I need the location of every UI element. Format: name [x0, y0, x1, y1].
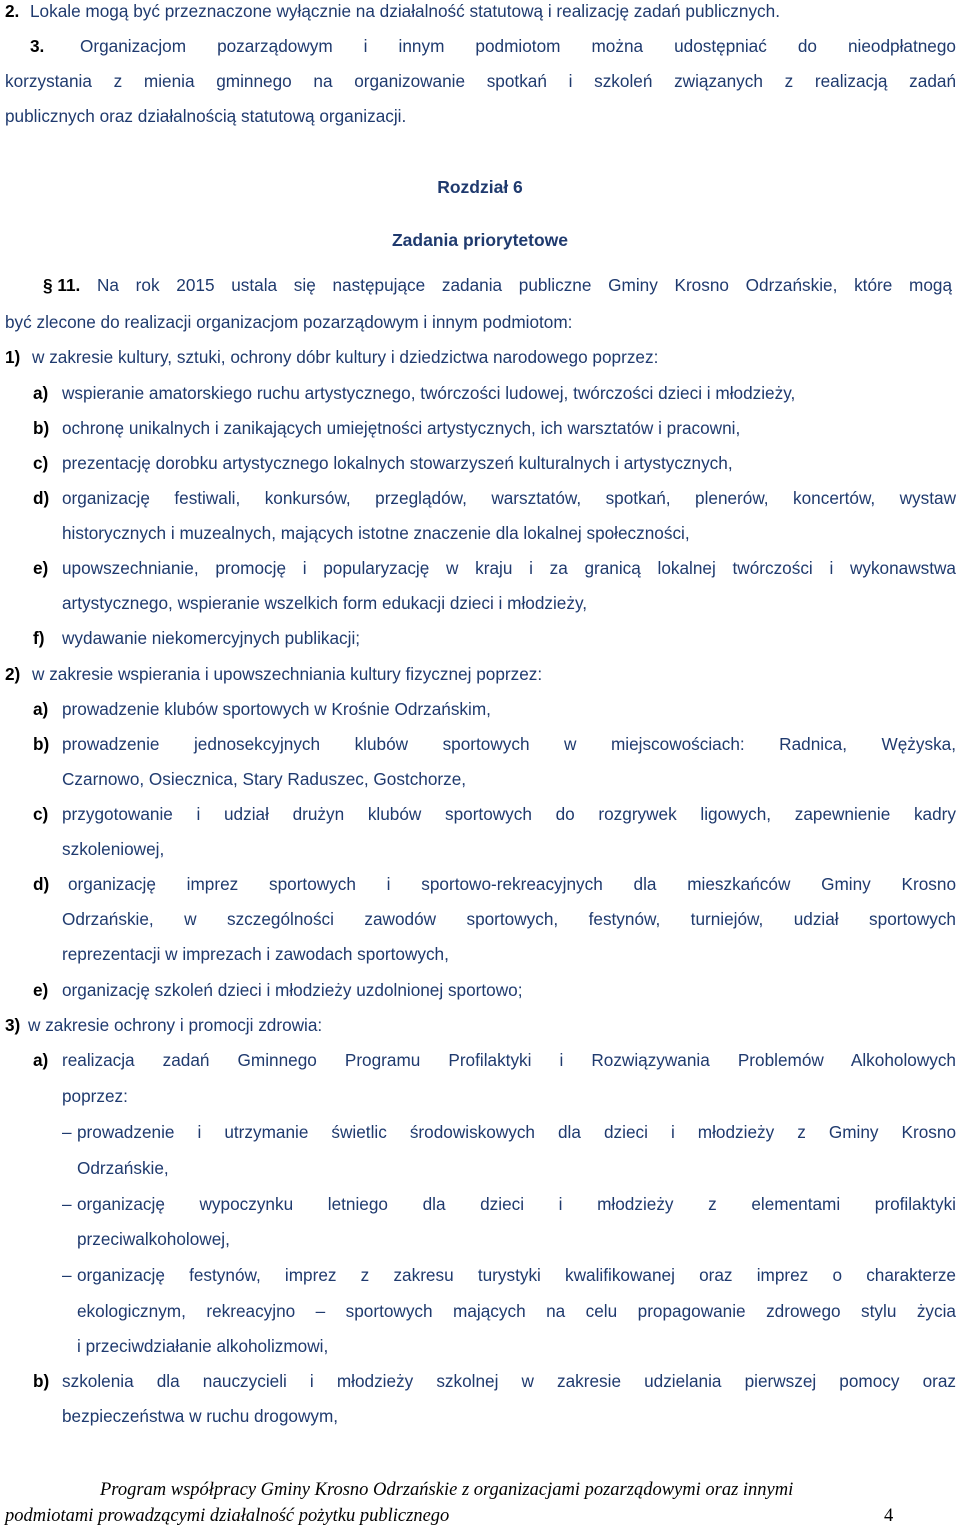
s2-e-label: e): [33, 980, 49, 1000]
s1-d-line-2: historycznych i muzealnych, mających istotne znaczenie dla lokalnej społeczności,: [62, 523, 690, 543]
section-2-number: 2): [5, 664, 21, 684]
s3-b-line-1: szkolenia dla nauczycieli i młodzieży szkolnej w zakresie udzielania pierwszej pomocy oraz: [62, 1371, 956, 1391]
s3-a-label: a): [33, 1050, 49, 1070]
section-2-title: w zakresie wspierania i upowszechniania kultury fizycznej poprzez:: [32, 664, 543, 684]
s1-a-text: wspieranie amatorskiego ruchu artystycznego, twórczości ludowej, twórczości dzieci i młodzieży,: [62, 383, 796, 403]
s1-f-text: wydawanie niekomercyjnych publikacji;: [62, 628, 361, 648]
s2-d-line-1: organizację imprez sportowych i sportowo-rekreacyjnych dla mieszkańców Gminy Krosno: [68, 874, 956, 894]
s2-d-label: d): [33, 874, 50, 894]
s2-d-line-3: reprezentacji w imprezach i zawodach sportowych,: [62, 944, 449, 964]
s1-b-text: ochronę unikalnych i zanikających umiejętności artystycznych, ich warsztatów i pracowni,: [62, 418, 741, 438]
footer-line-1: Program współpracy Gminy Krosno Odrzańskie z organizacjami pozarządowymi oraz innymi: [100, 1480, 794, 1500]
dash-bullet-2: –: [62, 1194, 72, 1214]
s1-c-text: prezentację dorobku artystycznego lokalnych stowarzyszeń kulturalnych i artystycznych,: [62, 453, 733, 473]
s2-d-line-2: Odrzańskie, w szczególności zawodów sportowych, festynów, turniejów, udział sportowych: [62, 909, 956, 929]
section-1-title: w zakresie kultury, sztuki, ochrony dóbr kultury i dziedzictwa narodowego poprzez:: [32, 347, 659, 367]
s2-a-text: prowadzenie klubów sportowych w Krośnie Odrzańskim,: [62, 699, 491, 719]
s3-a-item-2-line-1: organizację wypoczynku letniego dla dzieci i młodzieży z elementami profilaktyki: [77, 1194, 956, 1214]
s1-e-line-2: artystycznego, wspieranie wszelkich form edukacji dzieci i młodzieży,: [62, 593, 588, 613]
s3-b-label: b): [33, 1371, 50, 1391]
chapter-title: Rozdział 6: [437, 177, 523, 197]
s2-c-label: c): [33, 804, 49, 824]
s2-c-line-2: szkoleniowej,: [62, 839, 165, 859]
s2-e-text: organizację szkoleń dzieci i młodzieży uzdolnionej sportowo;: [62, 980, 523, 1000]
item-3-line-1: Organizacjom pozarządowym i innym podmiotom można udostępniać do nieodpłatnego: [80, 36, 956, 56]
paragraph-11-line-1: Na rok 2015 ustala się następujące zadania publiczne Gminy Krosno Odrzańskie, które mogą: [97, 275, 952, 295]
s2-c-line-1: przygotowanie i udział drużyn klubów sportowych do rozgrywek ligowych, zapewnienie kadry: [62, 804, 956, 824]
s3-a-item-1-line-2: Odrzańskie,: [77, 1158, 169, 1178]
s3-a-line-1: realizacja zadań Gminnego Programu Profilaktyki i Rozwiązywania Problemów Alkoholowych: [62, 1050, 956, 1070]
s1-b-label: b): [33, 418, 50, 438]
s3-a-item-3-line-1: organizację festynów, imprez z zakresu turystyki kwalifikowanej oraz imprez o charakterze: [77, 1265, 956, 1285]
item-2-number: 2.: [5, 1, 20, 21]
s3-a-item-3-line-3: i przeciwdziałanie alkoholizmowi,: [77, 1336, 329, 1356]
s1-c-label: c): [33, 453, 49, 473]
section-1-number: 1): [5, 347, 21, 367]
s3-a-line-2: poprzez:: [62, 1086, 128, 1106]
item-3-line-3: publicznych oraz działalnością statutową organizacji.: [5, 106, 407, 126]
paragraph-sign: § 11.: [43, 275, 81, 295]
s3-a-item-2-line-2: przeciwalkoholowej,: [77, 1229, 230, 1249]
s1-d-label: d): [33, 488, 50, 508]
s2-b-line-1: prowadzenie jednosekcyjnych klubów sportowych w miejscowościach: Radnica, Wężyska,: [62, 734, 956, 754]
s3-a-item-1-line-1: prowadzenie i utrzymanie świetlic środowiskowych dla dzieci i młodzieży z Gminy Krosno: [77, 1122, 956, 1142]
item-3-line-2: korzystania z mienia gminnego na organizowanie spotkań i szkoleń związanych z realizacją zadań: [5, 71, 956, 91]
s1-e-line-1: upowszechnianie, promocję i popularyzację w kraju i za granicą lokalnej twórczości i wykonawstwa: [62, 558, 956, 578]
section-3-number: 3): [5, 1015, 21, 1035]
s1-d-line-1: organizację festiwali, konkursów, przeglądów, warsztatów, spotkań, plenerów, koncertów, wystaw: [62, 488, 956, 508]
page-number: 4: [884, 1506, 894, 1526]
s3-a-item-3-line-2: ekologicznym, rekreacyjno – sportowych mających na celu propagowanie zdrowego stylu życia: [77, 1301, 956, 1321]
s2-b-line-2: Czarnowo, Osiecznica, Stary Raduszec, Gostchorze,: [62, 769, 467, 789]
paragraph-11-line-2: być zlecone do realizacji organizacjom pozarządowym i innym podmiotom:: [5, 312, 573, 332]
dash-bullet-3: –: [62, 1265, 72, 1285]
s1-e-label: e): [33, 558, 49, 578]
s2-b-label: b): [33, 734, 50, 754]
s1-a-label: a): [33, 383, 49, 403]
s3-b-line-2: bezpieczeństwa w ruchu drogowym,: [62, 1406, 339, 1426]
dash-bullet-1: –: [62, 1122, 72, 1142]
footer-line-2: podmiotami prowadzącymi działalność pożytku publicznego: [5, 1506, 450, 1526]
s1-f-label: f): [33, 628, 45, 648]
chapter-subtitle: Zadania priorytetowe: [391, 230, 568, 250]
s2-a-label: a): [33, 699, 49, 719]
section-3-title: w zakresie ochrony i promocji zdrowia:: [28, 1015, 323, 1035]
item-3-number: 3.: [30, 36, 45, 56]
item-2-text: Lokale mogą być przeznaczone wyłącznie na działalność statutową i realizację zadań publicznych.: [30, 1, 780, 21]
